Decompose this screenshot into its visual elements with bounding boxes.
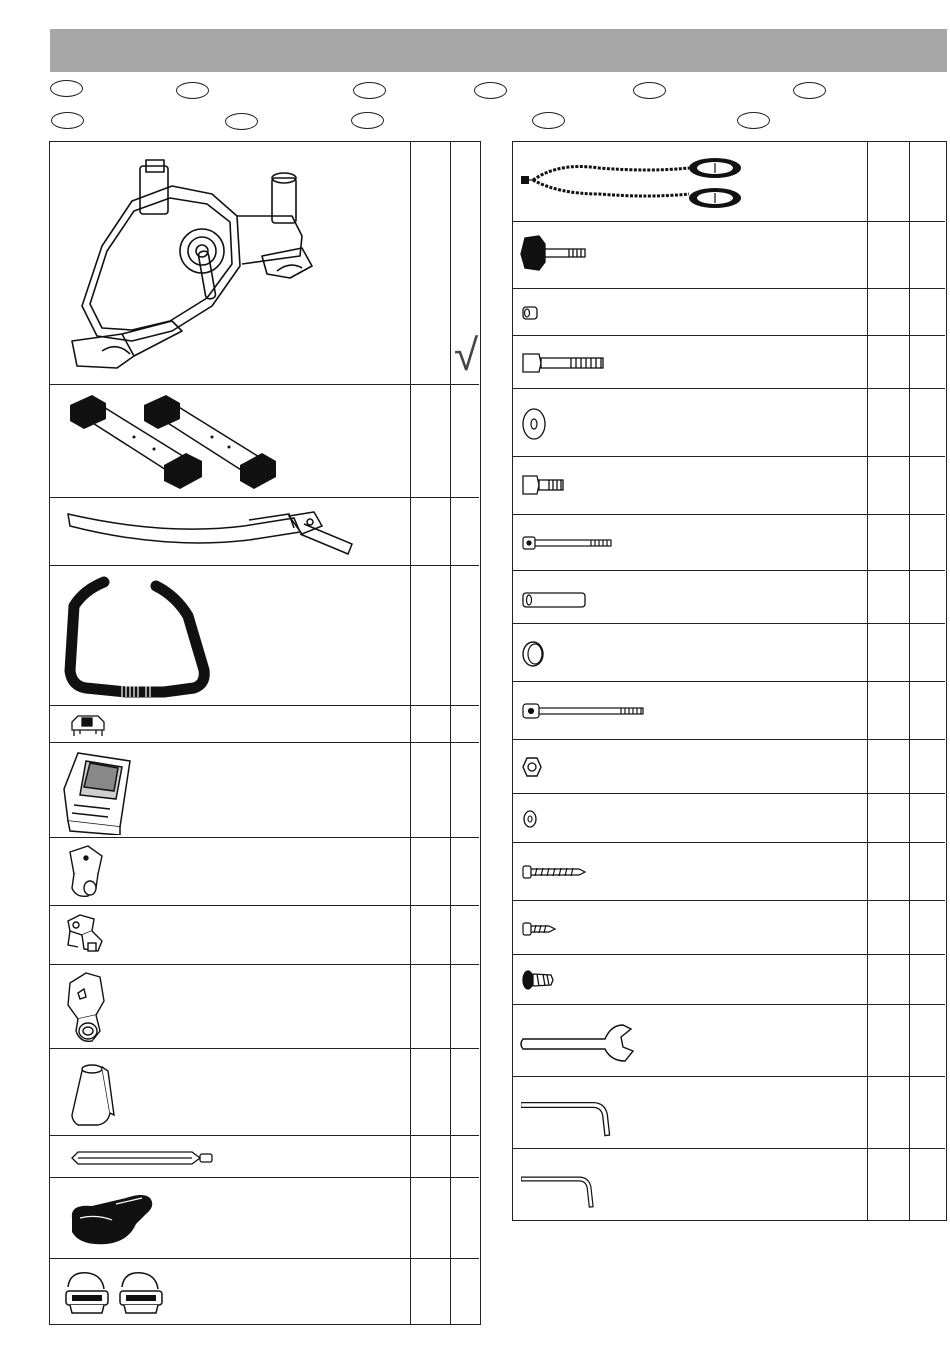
- cover-piece-b-icon: [60, 971, 114, 1047]
- table-row: [50, 1259, 479, 1323]
- bracket-clip-icon: [68, 712, 108, 738]
- right-parts-table: [512, 141, 947, 1221]
- language-oval: [176, 82, 209, 99]
- table-row: [50, 1136, 479, 1178]
- language-oval: [50, 80, 83, 97]
- hex-bolt-short-icon: [521, 473, 581, 497]
- wall-plug-icon: [521, 969, 557, 991]
- table-row: [513, 901, 945, 955]
- sleeve-small-icon: [521, 303, 541, 323]
- check-mark: √: [454, 331, 479, 380]
- stabilizer-feet-icon: [64, 393, 284, 493]
- console-computer-icon: [60, 749, 140, 835]
- axle-rod-icon: [68, 1146, 218, 1170]
- table-row: [50, 706, 479, 743]
- table-row: [513, 457, 945, 515]
- allen-bolt-thin-icon: [521, 535, 621, 551]
- table-row: [513, 1077, 945, 1149]
- language-oval: [474, 82, 507, 99]
- header-band: [50, 29, 947, 72]
- washer-large-icon: [521, 407, 551, 441]
- allen-bolt-long-icon: [521, 702, 651, 720]
- language-oval: [532, 112, 565, 129]
- table-row: [513, 515, 945, 571]
- left-parts-table: [49, 141, 481, 1325]
- language-oval: [793, 82, 826, 99]
- spanner-wrench-icon: [519, 1021, 639, 1065]
- spacer-tube-icon: [521, 591, 591, 609]
- handlebar-icon: [64, 576, 224, 701]
- table-row: [513, 289, 945, 336]
- seat-post-rail-icon: [64, 504, 364, 562]
- language-oval: [737, 112, 770, 129]
- language-oval: [353, 82, 386, 99]
- phillips-screw-short-icon: [521, 921, 561, 937]
- table-row: [50, 906, 479, 965]
- pedals-icon: [60, 1267, 170, 1319]
- end-cap-icon: [68, 1061, 118, 1131]
- table-row: [50, 498, 479, 566]
- saddle-icon: [66, 1184, 156, 1254]
- washer-small-icon: [521, 808, 541, 830]
- sensor-cable-icon: [519, 154, 749, 214]
- table-row: [513, 571, 945, 624]
- hex-nut-icon: [521, 756, 543, 778]
- table-row: [50, 142, 479, 385]
- table-row: [50, 1049, 479, 1136]
- table-row: [50, 965, 479, 1049]
- table-row: [50, 838, 479, 906]
- allen-key-small-icon: [521, 1171, 597, 1209]
- hex-bolt-long-icon: [521, 350, 621, 376]
- table-row: [513, 336, 945, 389]
- language-oval: [225, 113, 258, 130]
- clamp-bracket-icon: [62, 911, 112, 959]
- knob-bolt-icon: [519, 234, 599, 274]
- table-row: [50, 566, 479, 706]
- table-row: [513, 389, 945, 457]
- language-oval: [351, 112, 384, 129]
- ring-washer-icon: [521, 640, 547, 668]
- phillips-screw-long-icon: [521, 863, 591, 881]
- table-row: [50, 743, 479, 838]
- main-frame-icon: [62, 156, 322, 376]
- table-row: [513, 682, 945, 740]
- table-row: [513, 1005, 945, 1077]
- table-row: [513, 843, 945, 901]
- cover-piece-a-icon: [62, 844, 112, 902]
- table-row: [513, 1149, 945, 1219]
- table-row: [513, 142, 945, 222]
- language-oval: [633, 82, 666, 99]
- table-row: [50, 385, 479, 498]
- table-row: [513, 222, 945, 289]
- table-row: [513, 624, 945, 682]
- table-row: [513, 740, 945, 794]
- allen-key-large-icon: [521, 1097, 611, 1137]
- table-row: [513, 955, 945, 1005]
- table-row: [50, 1178, 479, 1259]
- language-oval: [51, 112, 84, 129]
- table-row: [513, 794, 945, 843]
